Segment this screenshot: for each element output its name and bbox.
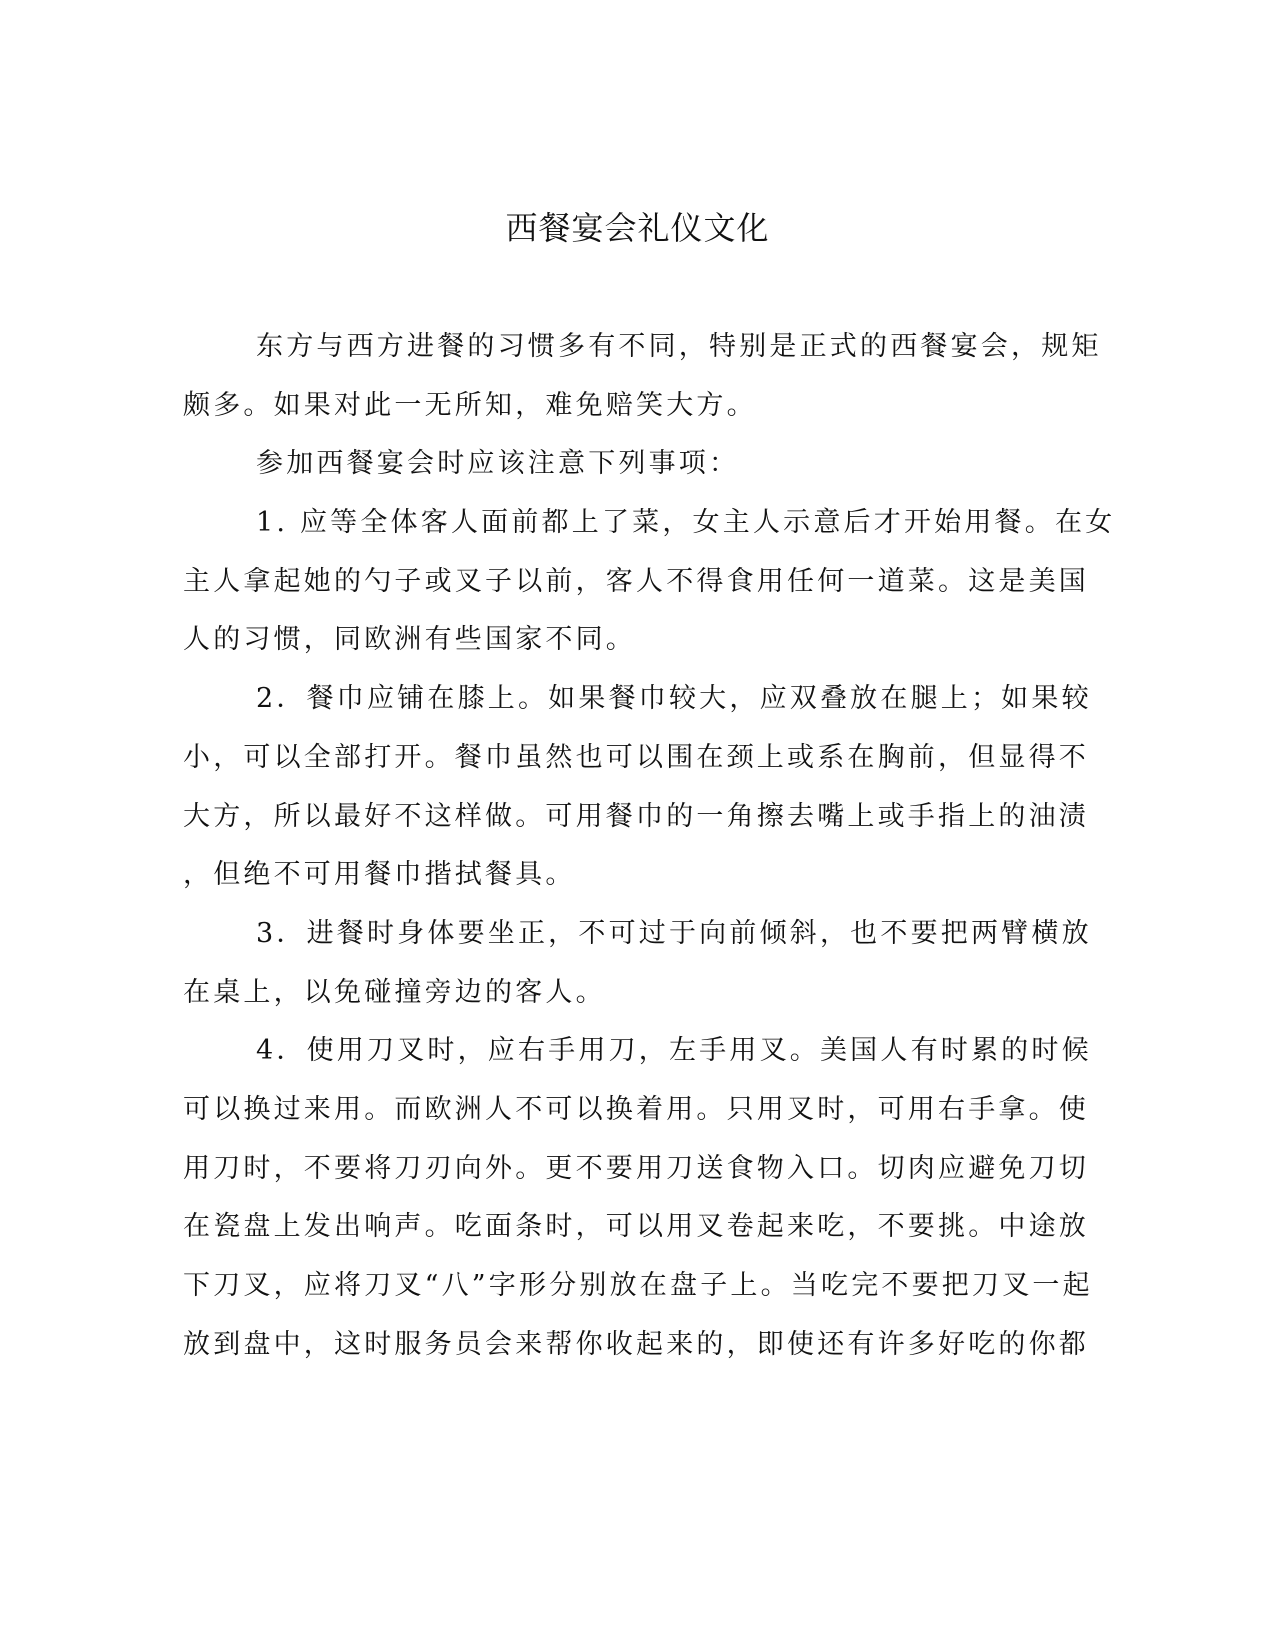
document-body [183,318,1116,1374]
text-line: 颇多。如果对此一无所知，难免赔笑大方。 [183,389,757,421]
text-line: 东方与西方进餐的习惯多有不同，特别是正式的西餐宴会，规矩 [256,331,1102,362]
text-line: 用刀时，不要将刀刃向外。更不要用刀送食物入口。切肉应避免刀切 [183,1152,1089,1184]
text-line: 3．进餐时身体要坐正，不可过于向前倾斜，也不要把两臂横放 [256,917,1092,949]
text-line: 下刀叉，应将刀叉“八”字形分别放在盘子上。当吃完不要把刀叉一起 [183,1270,1093,1301]
text-line: 1. 应等全体客人面前都上了菜，女主人示意后才开始用餐。在女 [256,507,1116,539]
text-line: 可以换过来用。而欧洲人不可以换着用。只用叉时，可用右手拿。使 [183,1093,1089,1125]
text-line: 在桌上，以免碰撞旁边的客人。 [183,976,606,1008]
text-line: 人的习惯，同欧洲有些国家不同。 [183,624,636,656]
text-line: 4．使用刀叉时，应右手用刀，左手用叉。美国人有时累的时候 [256,1035,1092,1067]
text-line: 小，可以全部打开。餐巾虽然也可以围在颈上或系在胸前，但显得不 [183,741,1089,773]
document-title: 西餐宴会礼仪文化 [505,209,770,247]
text-line: 主人拿起她的勺子或叉子以前，客人不得食用任何一道菜。这是美国 [183,565,1089,597]
text-line: 2．餐巾应铺在膝上。如果餐巾较大，应双叠放在腿上；如果较 [256,683,1092,715]
text-line: 放到盘中，这时服务员会来帮你收起来的，即使还有许多好吃的你都 [183,1328,1089,1360]
text-line: 大方，所以最好不这样做。可用餐巾的一角擦去嘴上或手指上的油渍 [183,800,1089,832]
text-line: 参加西餐宴会时应该注意下列事项： [256,448,740,480]
text-line: 在瓷盘上发出响声。吃面条时，可以用叉卷起来吃，不要挑。中途放 [183,1211,1089,1243]
text-line: ，但绝不可用餐巾揩拭餐具。 [183,859,576,891]
